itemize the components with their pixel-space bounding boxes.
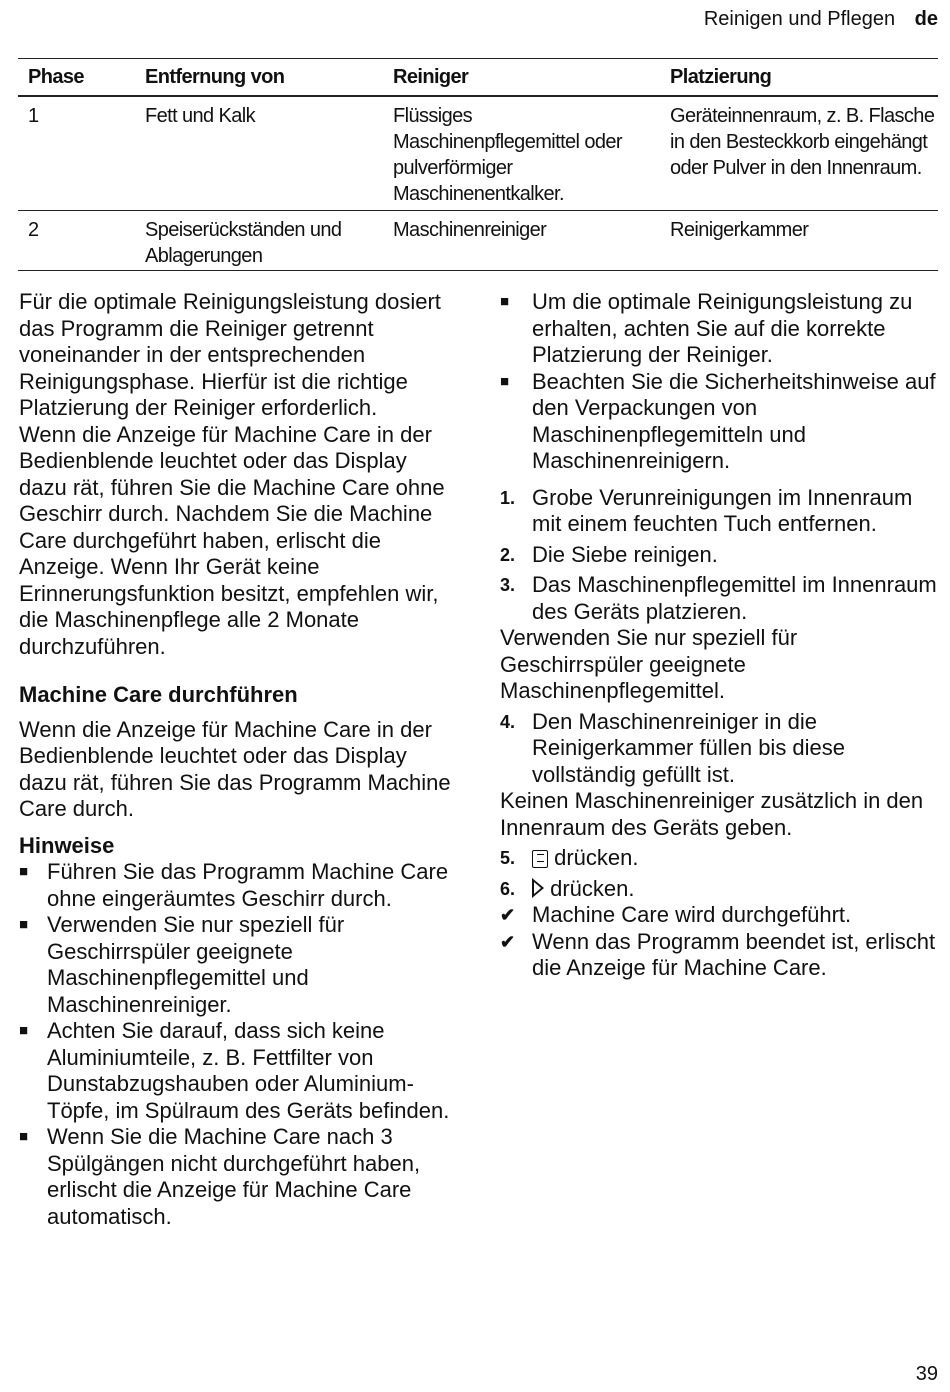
table-cell: 1 [28,105,39,127]
section-heading: Machine Care durchführen [19,682,298,707]
table-header-row [18,58,938,97]
result-item: ✔ Machine Care wird durchgeführt. [500,902,852,927]
language-code: de [914,8,938,30]
bullet-icon: ■ [19,916,29,933]
list-item: ■ Beachten Sie die Sicherheitshinweise auf den Verpackungen von Maschinenpflegemitteln und Maschinenreinigern. [500,368,936,473]
start-icon [532,878,544,898]
step-number: 6. [500,878,516,899]
checkmark-icon: ✔ [500,931,516,952]
table-cell: Maschinenreiniger [393,219,547,241]
step-item: 6. drücken. [500,875,635,901]
step-number: 2. [500,544,516,565]
table-cell: Geräteinnenraum, z. B. Flasche in den Besteckkorb eingehängt oder Pulver in den Innenraum. [670,105,935,179]
page-number: 39 [915,1363,938,1385]
step-item: 4. Den Maschinenreiniger in die Reinigerkammer füllen bis diese vollständig gefüllt ist. [500,708,846,787]
right-column [500,289,940,982]
table-cell: Speiserückständen und Ablagerungen [145,219,342,267]
table-cell: Reinigerkammer [670,219,809,241]
list-item: ■ Um die optimale Reinigungsleistung zu erhalten, achten Sie auf die korrekte Platzierung der Reiniger. [500,289,913,367]
step-item: 3. Das Maschinenpflegemittel im Innenraum des Geräts platzieren. [500,572,937,624]
machine-care-program-icon [532,850,548,868]
table-header-cell: Reiniger [393,66,469,88]
bullet-icon: ■ [500,293,510,310]
step-item: 2. Die Siebe reinigen. [500,541,718,567]
bullet-icon: ■ [500,372,510,390]
cleaning-phase-table [18,58,938,271]
checkmark-icon: ✔ [500,905,516,925]
step-item: 1. Grobe Verunreinigungen im Innenraum mit einem feuchten Tuch entfernen. [500,484,913,536]
result-item: ✔ Wenn das Programm beendet ist, erlischt die Anzeige für Machine Care. [500,928,936,980]
list-item: ■ Führen Sie das Programm Machine Care ohne eingeräumtes Geschirr durch. [19,859,449,911]
step-number: 5. [500,848,516,868]
table-header-cell: Entfernung von [145,66,285,88]
table-cell: Fett und Kalk [145,105,256,127]
step-number: 3. [500,575,516,595]
step-number: 4. [500,711,516,732]
list-item: ■ Wenn Sie die Machine Care nach 3 Spülgängen nicht durchgeführt haben, erlischt die Anzeige für Machine Care automatisch. [19,1124,421,1229]
table-header-cell: Platzierung [670,66,772,88]
step-note: Verwenden Sie nur speziell für Geschirrspüler geeignete Maschinenpflegemittel. [500,625,798,703]
bullet-icon: ■ [19,1128,29,1145]
intro-paragraph: Für die optimale Reinigungsleistung dosiert das Programm die Reiniger getrennt voneinander in der entsprechenden Reinigungsphase. Hierfür ist die richtige Platzierung der Reiniger erforderlich. [19,289,441,420]
table-row [18,211,938,271]
step-note: Keinen Maschinenreiniger zusätzlich in den Innenraum des Geräts geben. [500,788,924,840]
left-column [19,289,459,1230]
step-number: 1. [500,487,516,508]
bullet-icon: ■ [19,1022,29,1039]
machine-care-paragraph: Wenn die Anzeige für Machine Care in der Bedienblende leuchtet oder das Display dazu rät, führen Sie die Machine Care ohne Geschirr durch. Nachdem Sie die Machine Care durchgeführt haben, erlischt die Anzeige. Wenn Ihr Gerät keine Erinnerungsfunktion besitzt, empfehlen wir, die Maschinenpflege alle 2 Monate durchzuführen. [19,421,445,659]
notes-heading: Hinweise [19,832,115,858]
page-header [704,8,938,31]
step-item: 5. drücken. [500,845,639,870]
bullet-icon: ■ [19,863,29,880]
machine-care-intro: Wenn die Anzeige für Machine Care in der Bedienblende leuchtet oder das Display dazu rät, führen Sie das Programm Machine Care durch. [19,716,451,821]
table-header-cell: Phase [28,66,84,88]
list-item: ■ Verwenden Sie nur speziell für Geschirrspüler geeignete Maschinenpflegemittel und Maschinenreiniger. [19,912,345,1017]
table-cell: 2 [28,219,39,241]
section-title: Reinigen und Pflegen [703,8,896,30]
table-row [18,97,938,211]
table-cell: Flüssiges Maschinenpflegemittel oder pulverförmiger Maschinenentkalker. [393,105,622,205]
list-item: ■ Achten Sie darauf, dass sich keine Aluminiumteile, z. B. Fettfilter von Dunstabzugshauben oder Aluminium-Töpfe, im Spülraum des Geräts befinden. [19,1018,450,1123]
